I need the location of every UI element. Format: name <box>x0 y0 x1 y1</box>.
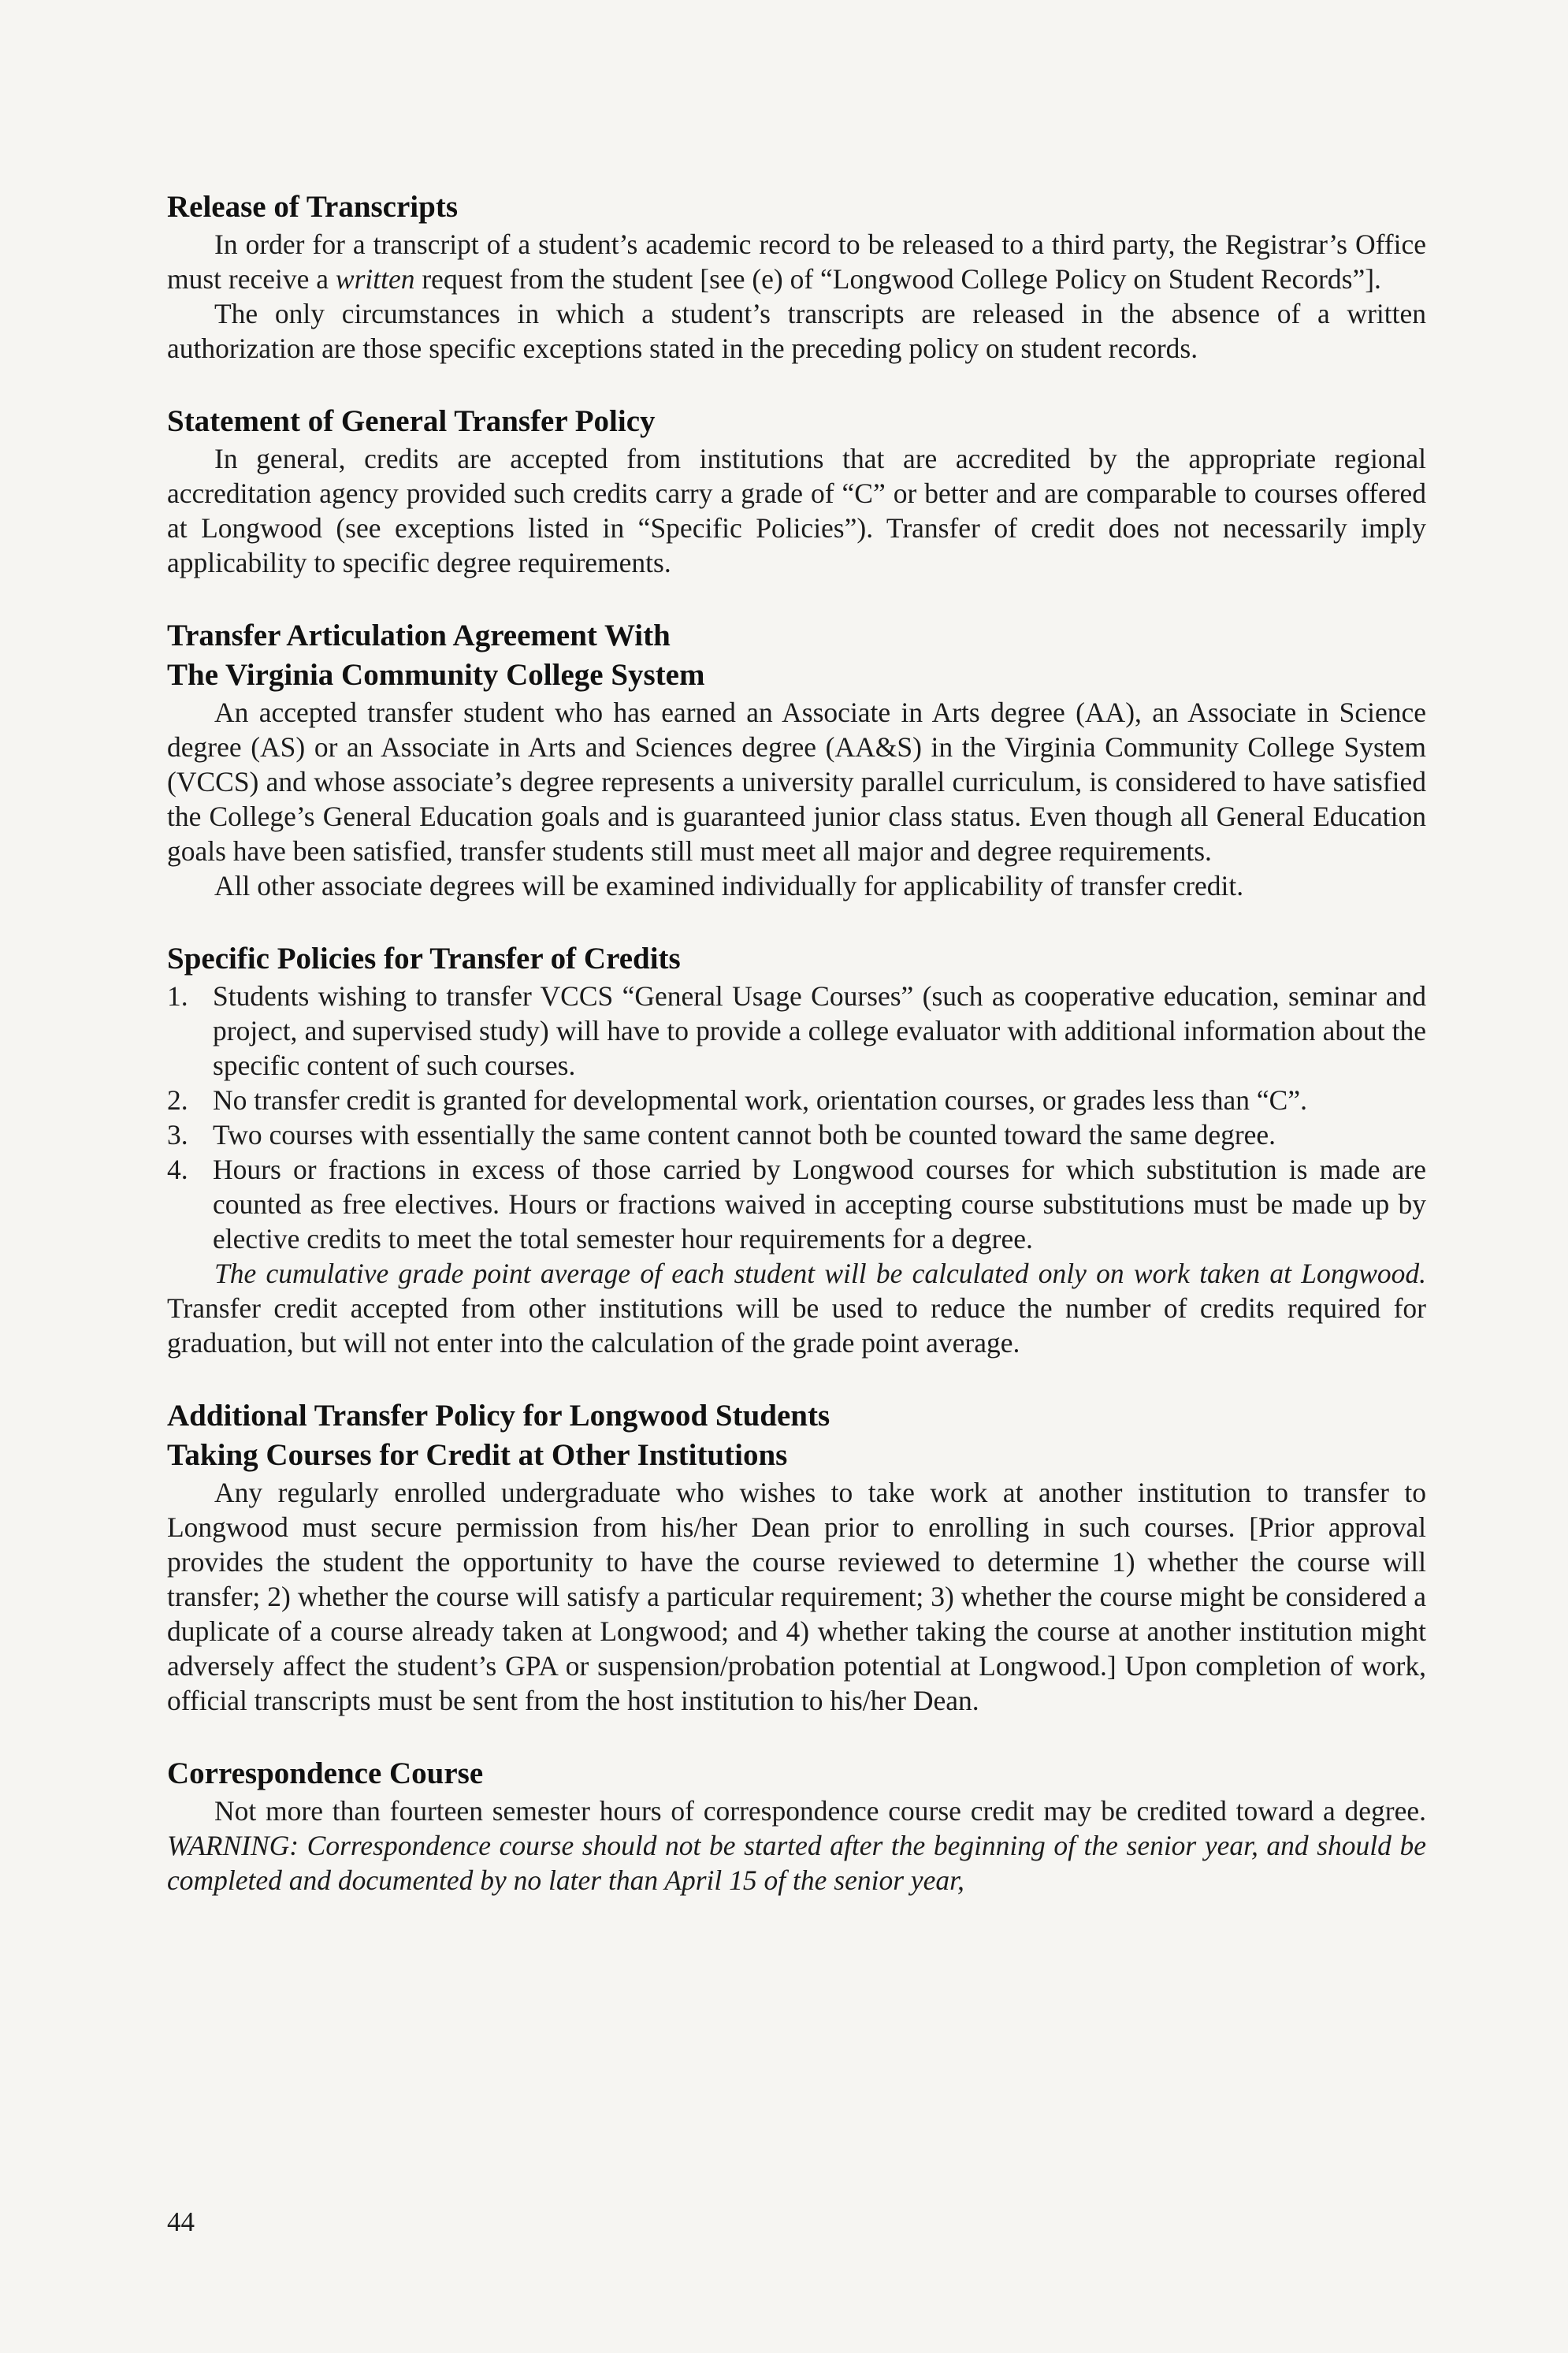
heading-correspondence-course: Correspondence Course <box>167 1756 484 1790</box>
section-specific-policies <box>167 939 1426 1360</box>
list-item: 3. Two courses with essentially the same content cannot both be counted toward the same degree. <box>167 1119 1276 1150</box>
heading-additional-line-2: Taking Courses for Credit at Other Institutions <box>167 1438 788 1472</box>
heading-general-transfer-policy: Statement of General Transfer Policy <box>167 404 656 438</box>
gpa-note-paragraph: The cumulative grade point average of each student will be calculated only on work taken at Longwood. Transfer credit accepted from other institutions will be used to reduce the number of credits required for graduation, but will not enter into the calculation of the grade point average. <box>167 1258 1426 1359</box>
articulation-paragraph-2: All other associate degrees will be examined individually for applicability of transfer credit. <box>214 870 1244 901</box>
section-release-of-transcripts <box>167 188 1426 366</box>
heading-additional-line-1: Additional Transfer Policy for Longwood Students <box>167 1399 830 1433</box>
articulation-paragraph-1: An accepted transfer student who has earned an Associate in Arts degree (AA), an Associate in Science degree (AS) or an Associate in Arts and Sciences degree (AA&S) in the Virginia Community College System (VCCS) and whose associate’s degree represents a university parallel curriculum, is considered to have satisfied the College’s General Education goals and is guaranteed junior class status. Even though all General Education goals have been satisfied, transfer students still must meet all major and degree requirements. <box>167 697 1426 867</box>
specific-policies-list <box>167 979 1426 1256</box>
list-item: 1. Students wishing to transfer VCCS “General Usage Courses” (such as cooperative education, seminar and project, and supervised study) will have to provide a college evaluator with additional information about the specific content of such courses. <box>167 980 1426 1081</box>
heading-articulation-line-1: Transfer Articulation Agreement With <box>167 619 671 652</box>
section-additional-transfer-policy <box>167 1396 1426 1718</box>
list-item: 2. No transfer credit is granted for developmental work, orientation courses, or grades less than “C”. <box>167 1084 1307 1116</box>
section-articulation-agreement <box>167 616 1426 903</box>
page-number: 44 <box>167 2206 195 2237</box>
additional-paragraph: Any regularly enrolled undergraduate who wishes to take work at another institution to transfer to Longwood must secure permission from his/her Dean prior to enrolling in such courses. [Prior approval provides the student the opportunity to have the course reviewed to determine 1) whether the course will transfer; 2) whether the course will satisfy a particular requirement; 3) whether the course might be considered a duplicate of a course already taken at Longwood; and 4) whether taking the course at another institution might adversely affect the student’s GPA or suspension/probation potential at Longwood.] Upon completion of work, official transcripts must be sent from the host institution to his/her Dean. <box>167 1477 1426 1716</box>
heading-specific-policies: Specific Policies for Transfer of Credits <box>167 942 681 976</box>
section-correspondence-course <box>167 1754 1426 1898</box>
list-item: 4. Hours or fractions in excess of those carried by Longwood courses for which substitution is made are counted as free electives. Hours or fractions waived in accepting course substitutions must be made up by elective credits to meet the total semester hour requirements for a degree. <box>167 1154 1426 1255</box>
transcripts-paragraph-1: In order for a transcript of a student’s academic record to be released to a third party, the Registrar’s Office must receive a written request from the student [see (e) of “Longwood College Policy on Student Records”]. <box>167 229 1426 295</box>
section-general-transfer-policy <box>167 402 1426 580</box>
document-page <box>167 188 1426 1934</box>
transcripts-paragraph-2: The only circumstances in which a student’s transcripts are released in the absence of a written authorization are those specific exceptions stated in the preceding policy on student records. <box>167 298 1426 364</box>
heading-articulation-line-2: The Virginia Community College System <box>167 658 705 692</box>
general-transfer-paragraph: In general, credits are accepted from institutions that are accredited by the appropriate regional accreditation agency provided such credits carry a grade of “C” or better and are comparable to courses offered at Longwood (see exceptions listed in “Specific Policies”). Transfer of credit does not necessarily imply applicability to specific degree requirements. <box>167 443 1426 578</box>
correspondence-paragraph: Not more than fourteen semester hours of correspondence course credit may be credited toward a degree. WARNING: Correspondence course should not be started after the beginning of the senior year, and should be completed and documented by no later than April 15 of the senior year, <box>167 1795 1426 1896</box>
heading-release-of-transcripts: Release of Transcripts <box>167 190 458 224</box>
